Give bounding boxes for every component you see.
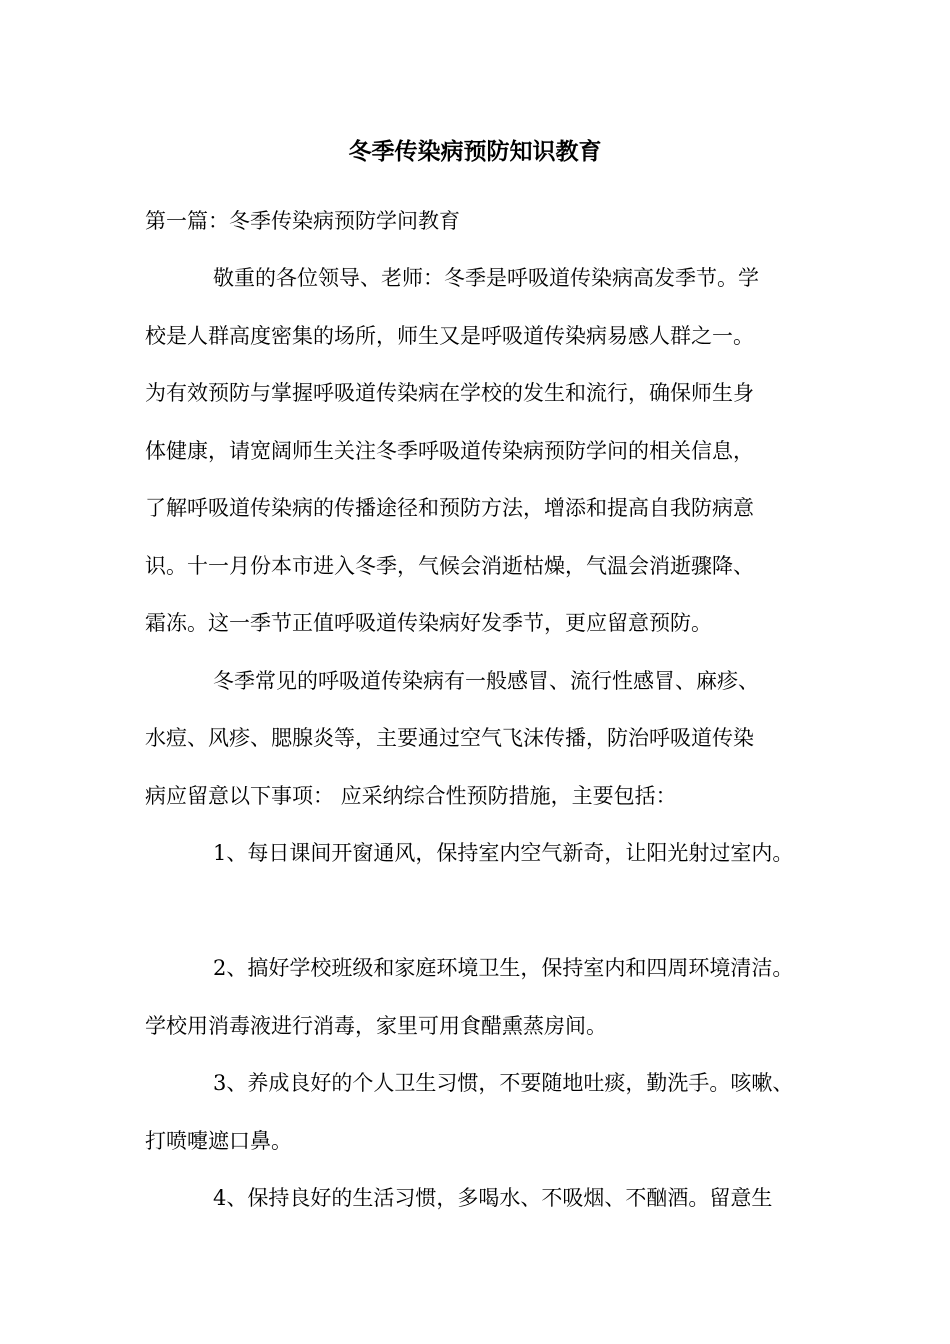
paragraph-line: 病应留意以下事项： 应采纳综合性预防措施，主要包括：	[145, 784, 677, 808]
list-item: 2、搞好学校班级和家庭环境卫生，保持室内和四周环境清洁。	[213, 956, 794, 980]
paragraph-line: 校是人群高度密集的场所，师生又是呼吸道传染病易感人群之一。	[145, 324, 754, 348]
list-item: 4、保持良好的生活习惯，多喝水、不吸烟、不酗酒。留意生	[213, 1186, 773, 1210]
paragraph-line: 体健康，请宽阔师生关注冬季呼吸道传染病预防学问的相关信息，	[145, 439, 754, 463]
paragraph-line: 水痘、风疹、腮腺炎等，主要通过空气飞沫传播，防治呼吸道传染	[145, 726, 754, 750]
document-title: 冬季传染病预防知识教育	[348, 138, 602, 165]
paragraph-line: 打喷嚏遮口鼻。	[145, 1129, 292, 1153]
paragraph-line: 冬季常见的呼吸道传染病有一般感冒、流行性感冒、麻疹、	[213, 669, 759, 693]
paragraph-line: 识。十一月份本市进入冬季，气候会消逝枯燥，气温会消逝骤降、	[145, 554, 754, 578]
paragraph-line: 为有效预防与掌握呼吸道传染病在学校的发生和流行，确保师生身	[145, 381, 754, 405]
section-heading: 第一篇：冬季传染病预防学问教育	[145, 209, 460, 233]
paragraph-line: 了解呼吸道传染病的传播途径和预防方法，增添和提高自我防病意	[145, 496, 754, 520]
list-item: 3、养成良好的个人卫生习惯，不要随地吐痰，勤洗手。咳嗽、	[213, 1071, 794, 1095]
list-item: 1、每日课间开窗通风，保持室内空气新奇，让阳光射过室内。	[213, 841, 794, 865]
paragraph-line: 敬重的各位领导、老师：冬季是呼吸道传染病高发季节。学	[213, 266, 759, 290]
paragraph-line: 学校用消毒液进行消毒，家里可用食醋熏蒸房间。	[145, 1014, 607, 1038]
paragraph-line: 霜冻。这一季节正值呼吸道传染病好发季节，更应留意预防。	[145, 611, 712, 635]
